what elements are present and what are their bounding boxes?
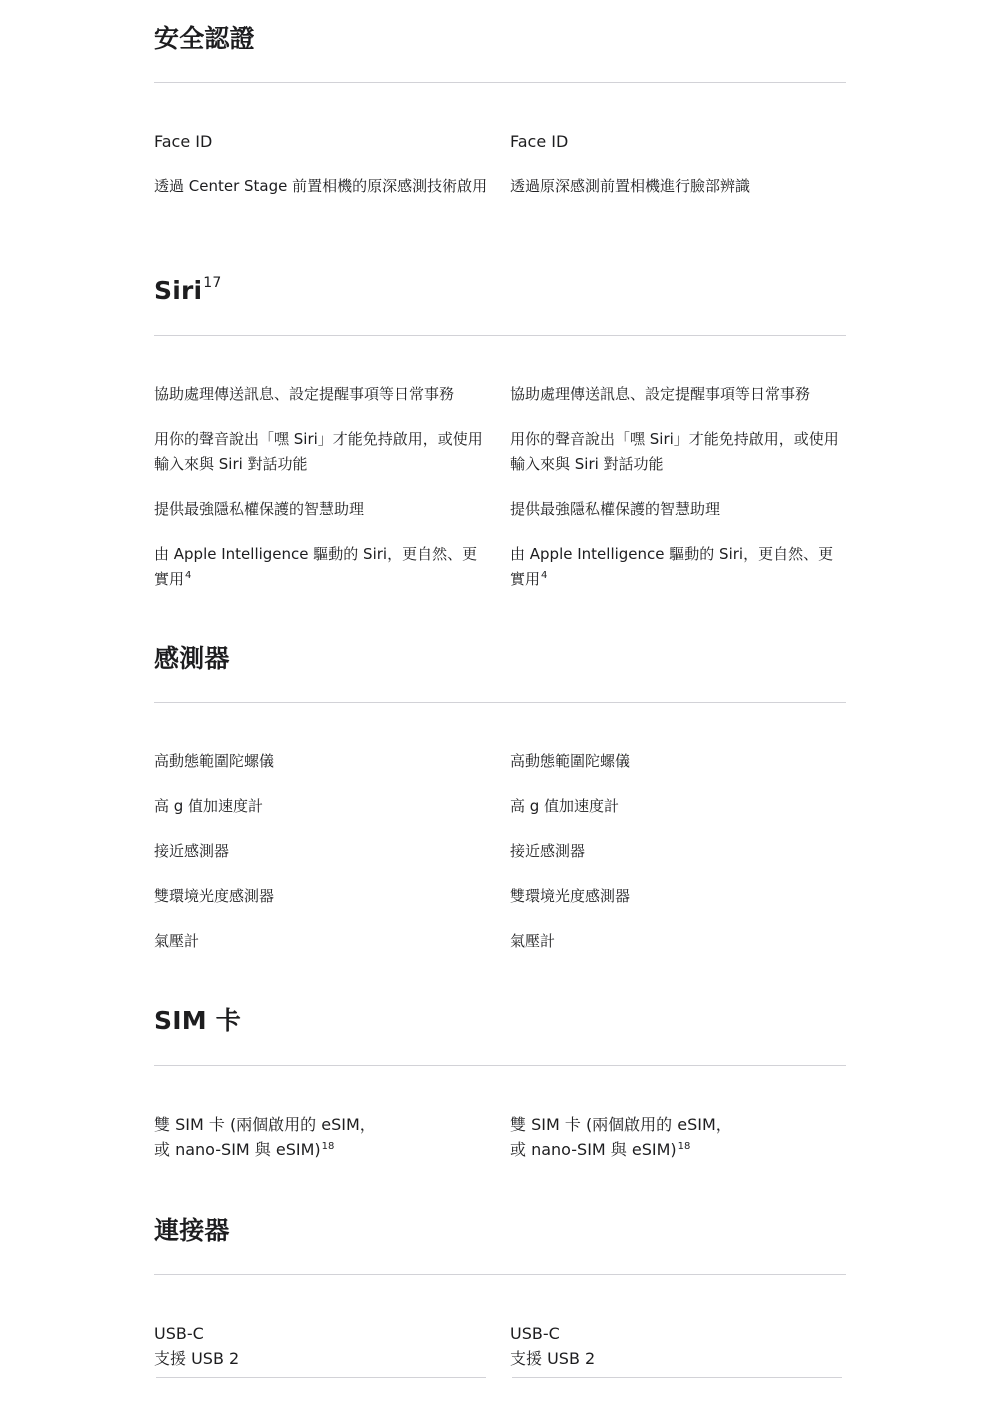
section-title-sensors: 感測器 [154, 644, 230, 673]
spec-item: 協助處理傳送訊息、設定提醒事項等日常事務 [154, 385, 455, 403]
footnote-ref[interactable]: 18 [321, 1141, 335, 1152]
footnote-ref[interactable]: 17 [203, 275, 222, 291]
section-divider [154, 335, 846, 336]
spec-item-line: 支援 USB 2 [510, 1349, 596, 1368]
security-column-left [154, 129, 490, 219]
spec-item: 高動態範圍陀螺儀 [510, 752, 631, 770]
spec-item: 高 g 值加速度計 [510, 797, 620, 815]
spec-item: 透過原深感測前置相機進行臉部辨識 [510, 177, 751, 195]
footnote-ref[interactable]: 4 [185, 570, 192, 581]
spec-item-text: 由 Apple Intelligence 驅動的 Siri，更自然、更實用 [154, 545, 478, 588]
section-title-connector: 連接器 [154, 1216, 230, 1245]
spec-item [154, 542, 490, 592]
spec-item [510, 542, 846, 592]
spec-item: 用你的聲音說出「嘿 Siri」才能免持啟用，或使用輸入來與 Siri 對話功能 [154, 430, 483, 473]
spec-item [510, 1321, 846, 1371]
sensors-column-right [510, 749, 846, 974]
spec-item: 用你的聲音說出「嘿 Siri」才能免持啟用，或使用輸入來與 Siri 對話功能 [510, 430, 839, 473]
spec-item: 協助處理傳送訊息、設定提醒事項等日常事務 [510, 385, 811, 403]
spec-item: 提供最強隱私權保護的智慧助理 [154, 500, 365, 518]
sim-column-right [510, 1112, 846, 1182]
footnote-ref[interactable]: 4 [541, 570, 548, 581]
spec-item-line: 支援 USB 2 [154, 1349, 240, 1368]
spec-item: 高 g 值加速度計 [154, 797, 264, 815]
spec-item: 高動態範圍陀螺儀 [154, 752, 275, 770]
spec-item-line: 雙 SIM 卡 (兩個啟用的 eSIM， [510, 1115, 732, 1134]
section-divider [154, 82, 846, 83]
section-divider [154, 1274, 846, 1275]
siri-column-left [154, 382, 490, 612]
section-title-security: 安全認證 [154, 24, 255, 53]
spec-item-line: 或 nano-SIM 與 eSIM) [510, 1140, 677, 1159]
spec-item-line: USB-C [510, 1324, 560, 1343]
spec-item-text: 由 Apple Intelligence 驅動的 Siri，更自然、更實用 [510, 545, 834, 588]
spec-item: 接近感測器 [510, 842, 586, 860]
spec-item: 雙環境光度感測器 [510, 887, 631, 905]
spec-item-line: USB-C [154, 1324, 204, 1343]
column-bottom-divider [156, 1377, 486, 1378]
section-divider [154, 1065, 846, 1066]
spec-item: 透過 Center Stage 前置相機的原深感測技術啟用 [154, 177, 488, 195]
spec-item [154, 1112, 490, 1162]
spec-item: Face ID [154, 132, 213, 151]
siri-column-right [510, 382, 846, 612]
spec-item: 雙環境光度感測器 [154, 887, 275, 905]
spec-item: 氣壓計 [154, 932, 200, 950]
spec-item: Face ID [510, 132, 569, 151]
spec-item [154, 1321, 490, 1371]
sensors-column-left [154, 749, 490, 974]
connector-column-right [510, 1321, 846, 1391]
spec-item [510, 1112, 846, 1162]
security-column-right [510, 129, 846, 219]
spec-item-line: 或 nano-SIM 與 eSIM) [154, 1140, 321, 1159]
section-divider [154, 702, 846, 703]
column-bottom-divider [512, 1377, 842, 1378]
spec-item-line: 雙 SIM 卡 (兩個啟用的 eSIM， [154, 1115, 376, 1134]
connector-column-left [154, 1321, 490, 1391]
footnote-ref[interactable]: 18 [677, 1141, 691, 1152]
section-title-siri-text: Siri [154, 276, 203, 305]
spec-item: 氣壓計 [510, 932, 556, 950]
spec-item: 接近感測器 [154, 842, 230, 860]
section-title-sim: SIM 卡 [154, 1006, 241, 1035]
section-title-siri [154, 275, 222, 307]
sim-column-left [154, 1112, 490, 1182]
spec-item: 提供最強隱私權保護的智慧助理 [510, 500, 721, 518]
